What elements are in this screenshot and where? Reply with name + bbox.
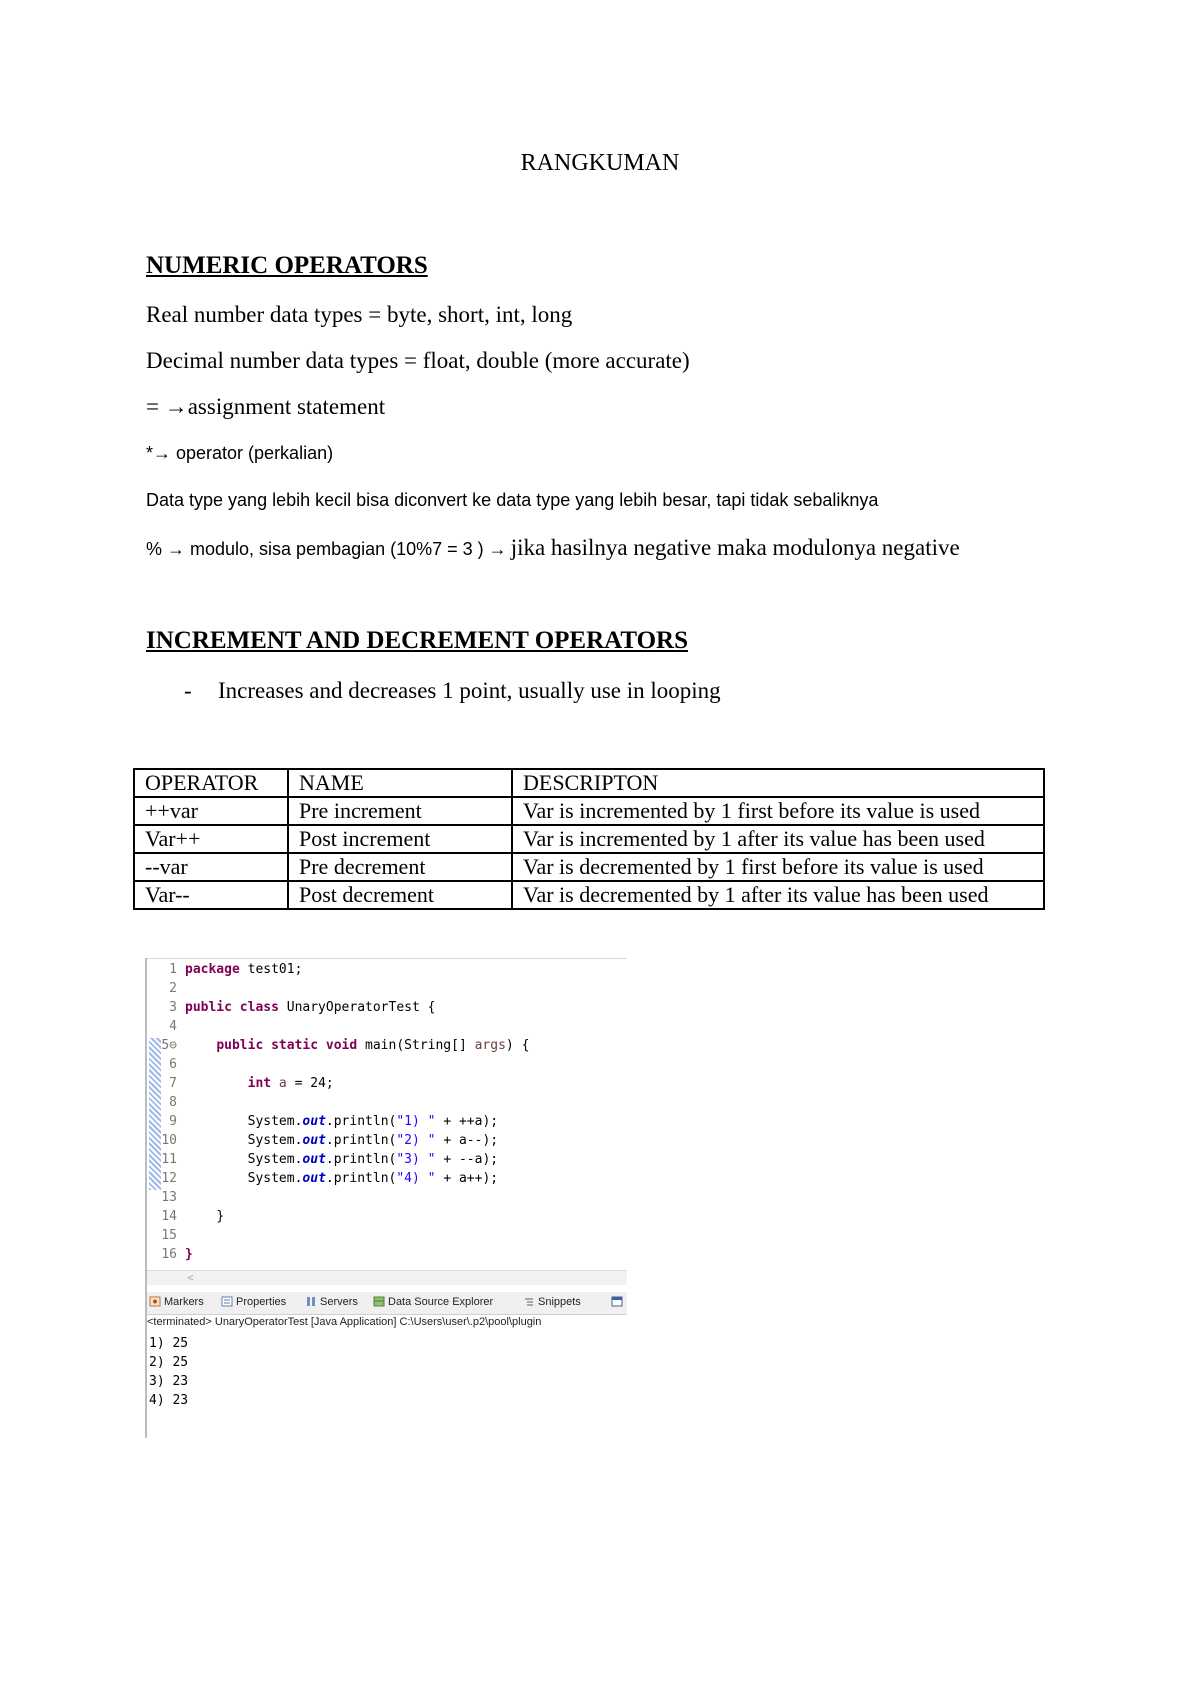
table-cell: Var is decremented by 1 after its value has been used xyxy=(512,881,1044,909)
properties-icon xyxy=(221,1296,233,1307)
scroll-left-icon[interactable]: < xyxy=(187,1271,194,1284)
markers-icon xyxy=(149,1296,161,1307)
line-multiplication: *→ operator (perkalian) xyxy=(146,443,334,463)
console-view-tabs xyxy=(147,1292,627,1315)
line-type-conversion: Data type yang lebih kecil bisa diconvert ke data type yang lebih besar, tapi tidak sebaliknya xyxy=(146,490,879,510)
table-cell: ++var xyxy=(134,797,288,825)
horizontal-scrollbar[interactable] xyxy=(147,1270,627,1285)
servers-icon xyxy=(305,1296,317,1307)
snippets-icon xyxy=(523,1296,535,1307)
console-output-line: 3) 23 xyxy=(149,1374,189,1389)
table-cell: Pre decrement xyxy=(288,853,512,881)
table-header-operator: OPERATOR xyxy=(134,769,288,797)
line-modulo xyxy=(146,535,960,561)
tab-markers[interactable]: Markers xyxy=(149,1296,204,1308)
table-row xyxy=(134,797,1044,825)
line-real-number-types: Real number data types = byte, short, int, long xyxy=(146,302,573,327)
operators-table xyxy=(133,768,1045,910)
bullet-mark: - xyxy=(184,678,192,703)
console-output-line: 1) 25 xyxy=(149,1336,189,1351)
table-cell: --var xyxy=(134,853,288,881)
table-cell: Post decrement xyxy=(288,881,512,909)
table-cell: Pre increment xyxy=(288,797,512,825)
table-cell: Var is decremented by 1 first before its value is used xyxy=(512,853,1044,881)
tab-data-source-explorer[interactable]: Data Source Explorer xyxy=(373,1296,493,1308)
modulo-negative-text: jika hasilnya negative maka modulonya negative xyxy=(510,535,960,560)
tab-properties[interactable]: Properties xyxy=(221,1296,286,1308)
table-cell: Var-- xyxy=(134,881,288,909)
console-status-line: <terminated> UnaryOperatorTest [Java Application] C:\Users\user\.p2\pool\plugin xyxy=(147,1316,542,1328)
tab-snippets[interactable]: Snippets xyxy=(523,1296,581,1308)
bullet-increases-decreases: Increases and decreases 1 point, usually use in looping xyxy=(218,678,721,703)
console-icon[interactable] xyxy=(611,1296,623,1310)
table-row xyxy=(134,825,1044,853)
ide-screenshot: 1 package test01; 2 3 public class UnaryOperatorTest { 4 5⊖ public static void main(String[] args) { 6 7 int a = 24; 8 9 System.out.println("1) " + ++a); 10 System.out.println("2) " + a--); 11 System.out.println("3) " + --a); 12 System.out.println("4) " + a++); 13 14 } 15 16 } < Markers Properties Servers Data Source Explorer Snippets <terminated> UnaryOperatorTest [Java Application] C:\Users\user\.p2\pool\plugin 1) 25 2) 25 3) 23 4) 23 xyxy=(145,958,627,1438)
table-header-description: DESCRIPTON xyxy=(512,769,1044,797)
console-output-line: 4) 23 xyxy=(149,1393,189,1408)
table-cell: Var is incremented by 1 after its value has been used xyxy=(512,825,1044,853)
document-title: RANGKUMAN xyxy=(520,150,680,176)
table-cell: Var++ xyxy=(134,825,288,853)
line-decimal-number-types: Decimal number data types = float, double (more accurate) xyxy=(146,348,690,373)
tab-servers[interactable]: Servers xyxy=(305,1296,358,1308)
modulo-text: % → modulo, sisa pembagian (10%7 = 3 ) → xyxy=(146,539,507,559)
console-output-line: 2) 25 xyxy=(149,1355,189,1370)
line-assignment: = →assignment statement xyxy=(146,394,386,419)
table-row xyxy=(134,853,1044,881)
heading-numeric-operators: NUMERIC OPERATORS xyxy=(146,252,428,279)
table-header-row xyxy=(134,769,1044,797)
table-row xyxy=(134,881,1044,909)
table-cell: Var is incremented by 1 first before its value is used xyxy=(512,797,1044,825)
table-cell: Post increment xyxy=(288,825,512,853)
database-icon xyxy=(373,1296,385,1307)
table-header-name: NAME xyxy=(288,769,512,797)
heading-increment-decrement: INCREMENT AND DECREMENT OPERATORS xyxy=(146,627,688,654)
